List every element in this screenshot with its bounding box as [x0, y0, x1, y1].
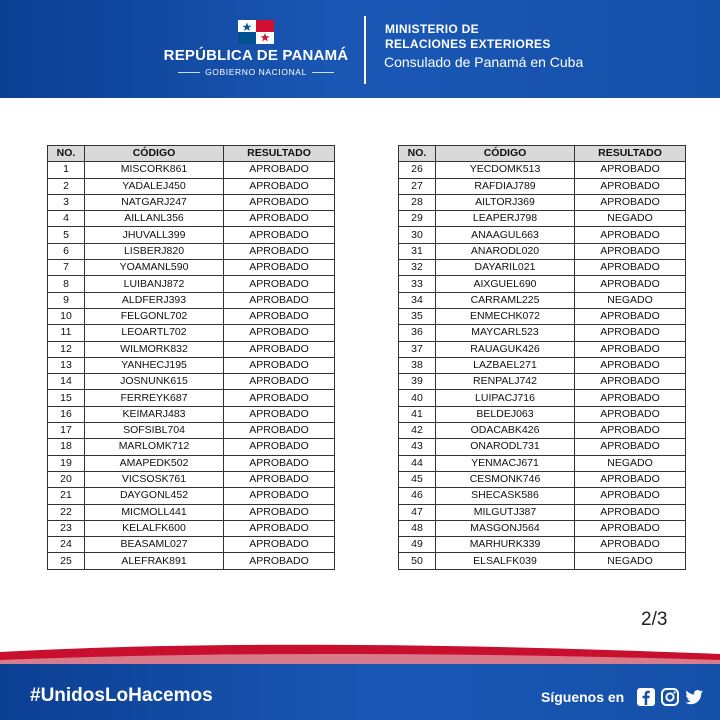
ministerio-line-1: MINISTERIO DE [385, 22, 479, 36]
row-resultado-cell: APROBADO [224, 439, 335, 455]
row-codigo-cell: AILLANL356 [85, 211, 224, 227]
table-row [399, 292, 686, 308]
table-row [48, 406, 335, 422]
row-no-cell: 24 [48, 537, 85, 553]
row-codigo-cell: ALDFERJ393 [85, 292, 224, 308]
row-codigo-cell: LEOARTL702 [85, 325, 224, 341]
table-row [399, 439, 686, 455]
row-no-cell: 36 [399, 325, 436, 341]
table-row [399, 276, 686, 292]
table-row [48, 308, 335, 324]
row-no-cell: 46 [399, 488, 436, 504]
table-row [48, 537, 335, 553]
row-no-cell: 42 [399, 423, 436, 439]
row-resultado-cell: APROBADO [224, 504, 335, 520]
twitter-icon[interactable] [684, 687, 704, 707]
row-codigo-cell: LEAPERJ798 [436, 211, 575, 227]
table-header-row [48, 146, 335, 162]
row-no-cell: 28 [399, 194, 436, 210]
row-codigo-cell: YOAMANL590 [85, 260, 224, 276]
row-resultado-cell: APROBADO [575, 260, 686, 276]
row-codigo-cell: FERREYK687 [85, 390, 224, 406]
row-resultado-cell: APROBADO [224, 341, 335, 357]
row-no-cell: 18 [48, 439, 85, 455]
table-row [48, 260, 335, 276]
row-resultado-cell: APROBADO [224, 390, 335, 406]
row-resultado-cell: APROBADO [224, 178, 335, 194]
row-codigo-cell: RAUAGUK426 [436, 341, 575, 357]
row-no-cell: 23 [48, 520, 85, 536]
table-row [399, 537, 686, 553]
row-resultado-cell: APROBADO [224, 260, 335, 276]
table-row [48, 341, 335, 357]
row-no-cell: 50 [399, 553, 436, 569]
row-codigo-cell: MAYCARL523 [436, 325, 575, 341]
results-table-left [47, 145, 335, 570]
header-resultado: RESULTADO [224, 146, 335, 162]
row-resultado-cell: APROBADO [224, 537, 335, 553]
row-codigo-cell: ANAAGUL663 [436, 227, 575, 243]
row-no-cell: 14 [48, 374, 85, 390]
row-codigo-cell: MASGONJ564 [436, 520, 575, 536]
row-resultado-cell: APROBADO [575, 471, 686, 487]
table-row [48, 194, 335, 210]
row-no-cell: 31 [399, 243, 436, 259]
row-no-cell: 12 [48, 341, 85, 357]
row-no-cell: 38 [399, 357, 436, 373]
row-no-cell: 47 [399, 504, 436, 520]
row-codigo-cell: YADALEJ450 [85, 178, 224, 194]
row-codigo-cell: LAZBAEL271 [436, 357, 575, 373]
header-codigo: CÓDIGO [85, 146, 224, 162]
row-resultado-cell: APROBADO [224, 276, 335, 292]
gobierno-label: GOBIERNO NACIONAL [205, 67, 307, 77]
row-no-cell: 19 [48, 455, 85, 471]
row-resultado-cell: APROBADO [224, 455, 335, 471]
row-codigo-cell: YECDOMK513 [436, 162, 575, 178]
row-no-cell: 22 [48, 504, 85, 520]
row-resultado-cell: APROBADO [224, 308, 335, 324]
table-row [48, 455, 335, 471]
row-resultado-cell: APROBADO [575, 374, 686, 390]
row-no-cell: 45 [399, 471, 436, 487]
row-no-cell: 21 [48, 488, 85, 504]
table-row [399, 162, 686, 178]
row-no-cell: 26 [399, 162, 436, 178]
row-no-cell: 39 [399, 374, 436, 390]
row-codigo-cell: MICMOLL441 [85, 504, 224, 520]
table-row [48, 553, 335, 569]
table-row [399, 553, 686, 569]
row-resultado-cell: APROBADO [224, 423, 335, 439]
row-no-cell: 35 [399, 308, 436, 324]
row-resultado-cell: APROBADO [224, 292, 335, 308]
row-no-cell: 13 [48, 357, 85, 373]
header-divider [364, 16, 366, 84]
footer-banner [0, 664, 720, 720]
row-no-cell: 11 [48, 325, 85, 341]
row-resultado-cell: APROBADO [224, 357, 335, 373]
row-no-cell: 44 [399, 455, 436, 471]
row-no-cell: 8 [48, 276, 85, 292]
row-no-cell: 1 [48, 162, 85, 178]
row-codigo-cell: WILMORK832 [85, 341, 224, 357]
table-row [48, 488, 335, 504]
table-row [48, 292, 335, 308]
row-no-cell: 17 [48, 423, 85, 439]
table-row [399, 260, 686, 276]
row-resultado-cell: APROBADO [575, 341, 686, 357]
row-resultado-cell: NEGADO [575, 211, 686, 227]
row-resultado-cell: APROBADO [575, 537, 686, 553]
header-no: NO. [48, 146, 85, 162]
table-row [399, 390, 686, 406]
row-resultado-cell: APROBADO [224, 325, 335, 341]
row-codigo-cell: BELDEJ063 [436, 406, 575, 422]
row-codigo-cell: AMAPEDK502 [85, 455, 224, 471]
panama-flag-icon [238, 20, 274, 44]
consulado-label: Consulado de Panamá en Cuba [384, 54, 584, 70]
row-resultado-cell: APROBADO [224, 520, 335, 536]
results-table-right [398, 145, 686, 570]
row-resultado-cell: APROBADO [575, 488, 686, 504]
row-resultado-cell: APROBADO [575, 162, 686, 178]
row-no-cell: 49 [399, 537, 436, 553]
row-resultado-cell: APROBADO [224, 374, 335, 390]
table-row [48, 178, 335, 194]
row-resultado-cell: APROBADO [575, 439, 686, 455]
row-no-cell: 2 [48, 178, 85, 194]
table-row [48, 520, 335, 536]
table-row [399, 455, 686, 471]
gobierno-subtitle [160, 67, 352, 77]
row-no-cell: 37 [399, 341, 436, 357]
row-codigo-cell: CARRAML225 [436, 292, 575, 308]
table-row [399, 488, 686, 504]
row-codigo-cell: AIXGUEL690 [436, 276, 575, 292]
row-codigo-cell: VICSOSK761 [85, 471, 224, 487]
row-resultado-cell: APROBADO [575, 276, 686, 292]
table-row [399, 520, 686, 536]
row-codigo-cell: KEIMARJ483 [85, 406, 224, 422]
table-row [399, 471, 686, 487]
row-codigo-cell: JHUVALL399 [85, 227, 224, 243]
siguenos-label: Síguenos en [541, 689, 625, 705]
row-codigo-cell: NATGARJ247 [85, 194, 224, 210]
table-row [48, 357, 335, 373]
row-no-cell: 27 [399, 178, 436, 194]
row-no-cell: 5 [48, 227, 85, 243]
table-row [399, 178, 686, 194]
row-codigo-cell: KELALFK600 [85, 520, 224, 536]
row-no-cell: 10 [48, 308, 85, 324]
header-no: NO. [399, 146, 436, 162]
row-resultado-cell: APROBADO [224, 553, 335, 569]
row-no-cell: 30 [399, 227, 436, 243]
row-codigo-cell: LUIBANJ872 [85, 276, 224, 292]
instagram-icon[interactable] [660, 687, 680, 707]
table-row [399, 504, 686, 520]
row-codigo-cell: MARLOMK712 [85, 439, 224, 455]
row-no-cell: 16 [48, 406, 85, 422]
row-codigo-cell: ANARODL020 [436, 243, 575, 259]
table-row [399, 325, 686, 341]
row-codigo-cell: ELSALFK039 [436, 553, 575, 569]
row-no-cell: 25 [48, 553, 85, 569]
row-no-cell: 7 [48, 260, 85, 276]
table-row [399, 194, 686, 210]
row-codigo-cell: DAYGONL452 [85, 488, 224, 504]
row-codigo-cell: ONARODL731 [436, 439, 575, 455]
row-codigo-cell: SOFSIBL704 [85, 423, 224, 439]
row-no-cell: 34 [399, 292, 436, 308]
row-resultado-cell: APROBADO [575, 325, 686, 341]
table-row [399, 406, 686, 422]
row-codigo-cell: CESMONK746 [436, 471, 575, 487]
row-no-cell: 15 [48, 390, 85, 406]
row-no-cell: 41 [399, 406, 436, 422]
row-codigo-cell: YANHECJ195 [85, 357, 224, 373]
table-row [48, 390, 335, 406]
table-row [48, 439, 335, 455]
row-resultado-cell: APROBADO [575, 194, 686, 210]
row-codigo-cell: FELGONL702 [85, 308, 224, 324]
table-row [399, 308, 686, 324]
row-no-cell: 48 [399, 520, 436, 536]
table-row [48, 471, 335, 487]
table-row [399, 243, 686, 259]
row-resultado-cell: APROBADO [575, 308, 686, 324]
row-resultado-cell: APROBADO [575, 178, 686, 194]
table-row [48, 243, 335, 259]
row-resultado-cell: APROBADO [224, 243, 335, 259]
footer-red-wave [0, 644, 720, 666]
ministerio-line-2: RELACIONES EXTERIORES [385, 37, 551, 51]
row-no-cell: 40 [399, 390, 436, 406]
row-no-cell: 29 [399, 211, 436, 227]
table-row [48, 504, 335, 520]
row-codigo-cell: SHECASK586 [436, 488, 575, 504]
header-banner [0, 0, 720, 98]
row-codigo-cell: DAYARIL021 [436, 260, 575, 276]
row-codigo-cell: MILGUTJ387 [436, 504, 575, 520]
header-resultado: RESULTADO [575, 146, 686, 162]
row-resultado-cell: APROBADO [575, 390, 686, 406]
table-row [48, 227, 335, 243]
row-resultado-cell: NEGADO [575, 553, 686, 569]
table-row [48, 325, 335, 341]
row-no-cell: 9 [48, 292, 85, 308]
table-row [399, 357, 686, 373]
row-no-cell: 32 [399, 260, 436, 276]
row-codigo-cell: ENMECHK072 [436, 308, 575, 324]
row-codigo-cell: BEASAML027 [85, 537, 224, 553]
row-resultado-cell: APROBADO [575, 406, 686, 422]
row-resultado-cell: APROBADO [575, 243, 686, 259]
row-resultado-cell: APROBADO [224, 227, 335, 243]
row-no-cell: 33 [399, 276, 436, 292]
row-codigo-cell: LISBERJ820 [85, 243, 224, 259]
table-row [48, 162, 335, 178]
table-row [48, 211, 335, 227]
row-no-cell: 4 [48, 211, 85, 227]
row-codigo-cell: MISCORK861 [85, 162, 224, 178]
row-resultado-cell: APROBADO [575, 357, 686, 373]
facebook-icon[interactable] [636, 687, 656, 707]
row-codigo-cell: JOSNUNK615 [85, 374, 224, 390]
row-codigo-cell: RAFDIAJ789 [436, 178, 575, 194]
table-header-row [399, 146, 686, 162]
row-resultado-cell: APROBADO [575, 520, 686, 536]
table-row [399, 341, 686, 357]
table-row [48, 423, 335, 439]
row-no-cell: 6 [48, 243, 85, 259]
row-resultado-cell: APROBADO [575, 227, 686, 243]
row-codigo-cell: ALEFRAK891 [85, 553, 224, 569]
row-codigo-cell: MARHURK339 [436, 537, 575, 553]
row-resultado-cell: NEGADO [575, 292, 686, 308]
row-resultado-cell: APROBADO [224, 162, 335, 178]
row-no-cell: 43 [399, 439, 436, 455]
table-row [399, 423, 686, 439]
row-codigo-cell: YENMACJ671 [436, 455, 575, 471]
table-row [399, 227, 686, 243]
header-codigo: CÓDIGO [436, 146, 575, 162]
row-codigo-cell: AILTORJ369 [436, 194, 575, 210]
row-no-cell: 20 [48, 471, 85, 487]
table-row [399, 211, 686, 227]
republica-title: REPÚBLICA DE PANAMÁ [163, 47, 349, 64]
row-resultado-cell: APROBADO [224, 488, 335, 504]
row-resultado-cell: APROBADO [575, 504, 686, 520]
row-codigo-cell: LUIPACJ716 [436, 390, 575, 406]
table-row [48, 276, 335, 292]
row-resultado-cell: APROBADO [224, 194, 335, 210]
row-resultado-cell: APROBADO [224, 406, 335, 422]
table-row [48, 374, 335, 390]
table-row [399, 374, 686, 390]
hashtag-label: #UnidosLoHacemos [30, 685, 213, 706]
page-indicator: 2/3 [641, 609, 668, 630]
row-no-cell: 3 [48, 194, 85, 210]
row-codigo-cell: ODACABK426 [436, 423, 575, 439]
row-resultado-cell: APROBADO [224, 211, 335, 227]
row-resultado-cell: NEGADO [575, 455, 686, 471]
row-codigo-cell: RENPALJ742 [436, 374, 575, 390]
row-resultado-cell: APROBADO [224, 471, 335, 487]
row-resultado-cell: APROBADO [575, 423, 686, 439]
